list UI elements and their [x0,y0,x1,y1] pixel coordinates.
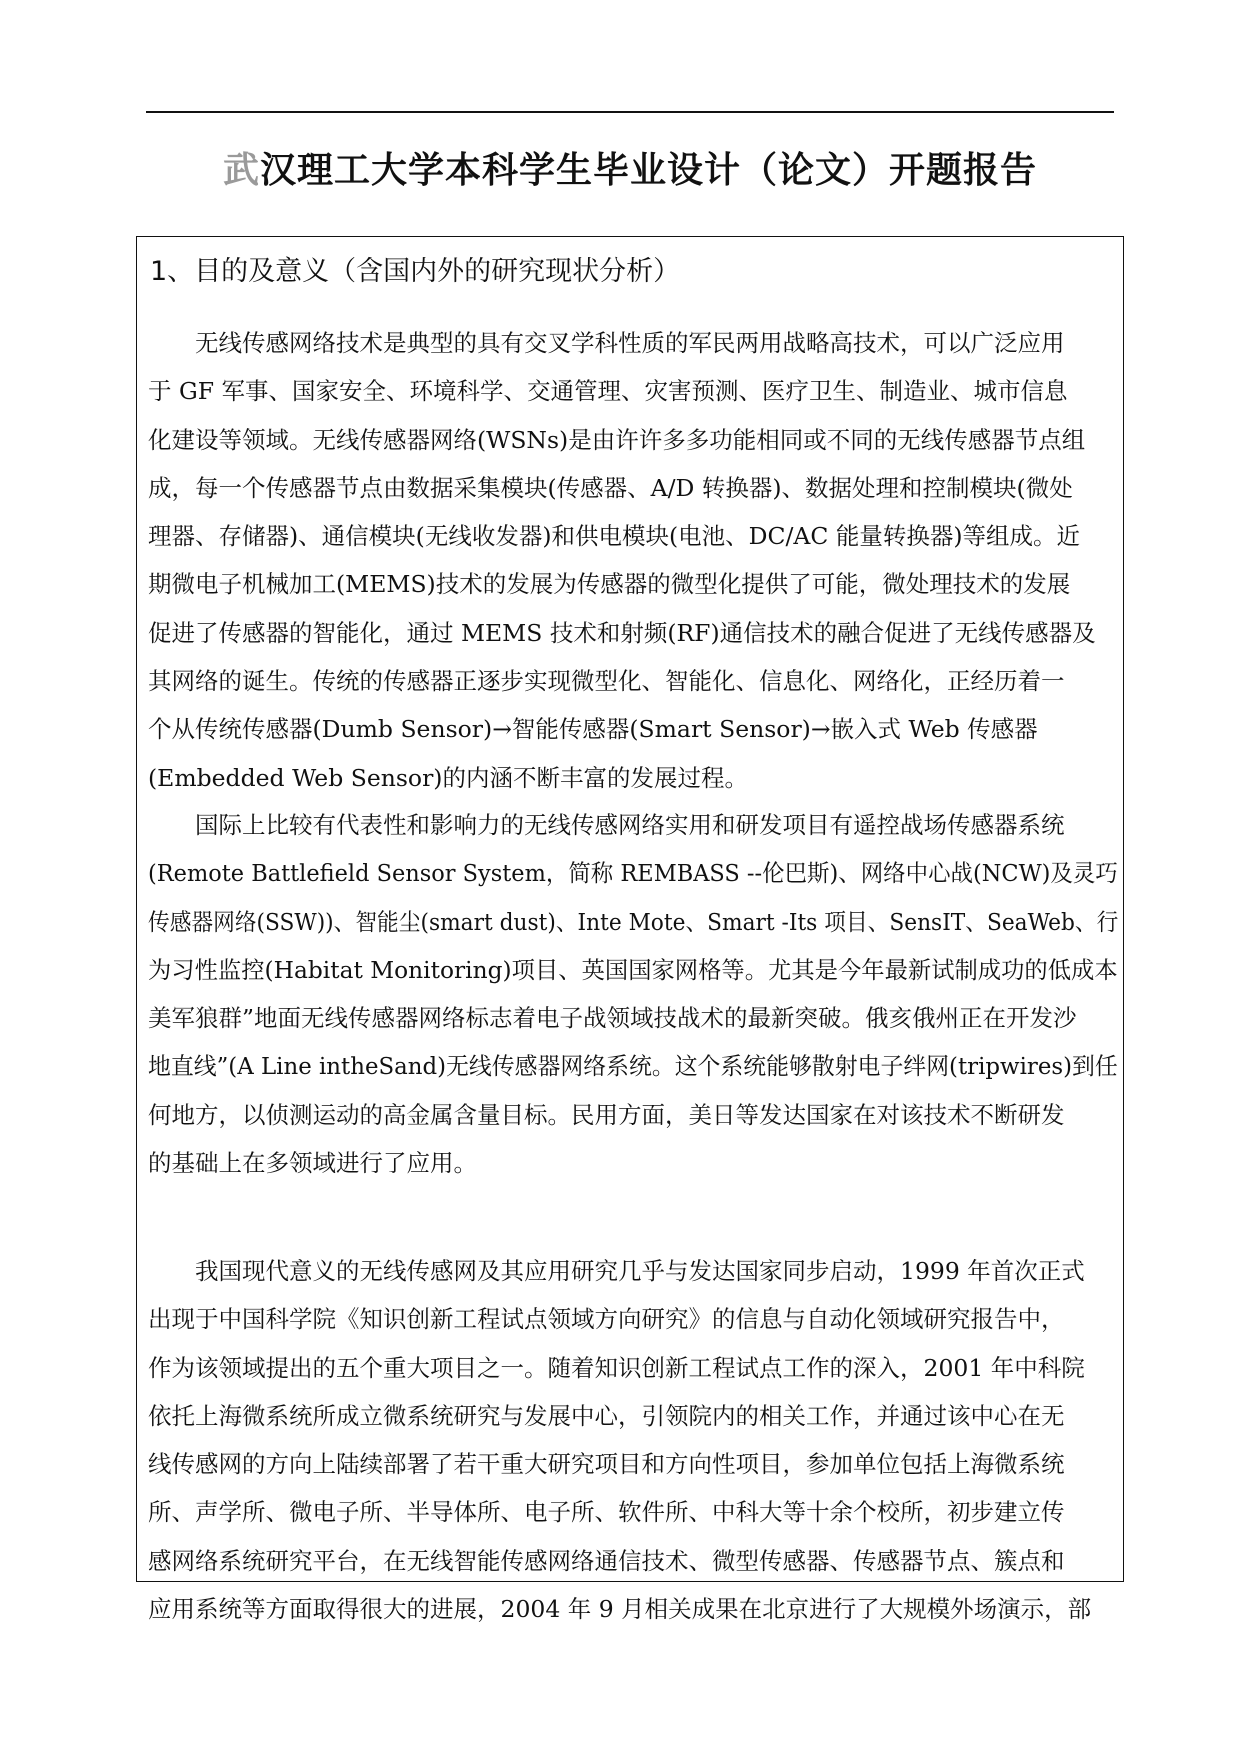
text-line: 应用系统等方面取得很大的进展，2004 年 9 月相关成果在北京进行了大规模外场演示，部 [148,1595,1092,1624]
paragraph-wsn-overview [148,319,1118,802]
text-line: 感网络系统研究平台，在无线智能传感网络通信技术、微型传感器、传感器节点、簇点和 [148,1546,1065,1575]
text-line: 成，每一个传感器节点由数据采集模块(传感器、A/D 转换器)、数据处理和控制模块(微处 [148,473,1073,502]
text-line: 我国现代意义的无线传感网及其应用研究几乎与发达国家同步启动，1999 年首次正式 [148,1257,1085,1285]
section-heading: 1、目的及意义（含国内外的研究现状分析） [150,256,681,287]
text-line: 其网络的诞生。传统的传感器正逐步实现微型化、智能化、信息化、网络化，正经历着一 [148,667,1065,696]
text-line: 化建设等领域。无线传感器网络(WSNs)是由许许多多功能相同或不同的无线传感器节点组 [148,425,1086,454]
text-line: (Embedded Web Sensor)的内涵不断丰富的发展过程。 [148,763,748,792]
text-line: 地直线”(A Line intheSand)无线传感器网络系统。这个系统能够散射电子绊网(tripwires)到任 [148,1052,1118,1081]
title-first-char: 武 [222,150,260,191]
text-line: 理器、存储器)、通信模块(无线收发器)和供电模块(电池、DC/AC 能量转换器)等组成。近 [148,522,1081,551]
text-line: (Remote Battlefield Sensor System，简称 REMBASS --伦巴斯)、网络中心战(NCW)及灵巧 [148,859,1118,888]
text-line: 依托上海微系统所成立微系统研究与发展中心，引领院内的相关工作，并通过该中心在无 [148,1401,1065,1430]
paragraph-international-projects [148,801,1118,1187]
text-line: 个从传统传感器(Dumb Sensor)→智能传感器(Smart Sensor)→嵌入式 Web 传感器 [148,715,1038,744]
text-line: 何地方，以侦测运动的高金属含量目标。民用方面，美日等发达国家在对该技术不断研发 [148,1100,1065,1129]
text-line: 为习性监控(Habitat Monitoring)项目、英国国家网格等。尤其是今年最新试制成功的低成本 [148,955,1118,984]
title-text: 汉理工大学本科学生毕业设计（论文）开题报告 [260,150,1038,191]
text-line: 作为该领域提出的五个重大项目之一。随着知识创新工程试点工作的深入，2001 年中科院 [148,1353,1085,1382]
header-rule [146,111,1114,113]
text-line: 国际上比较有代表性和影响力的无线传感网络实用和研发项目有遥控战场传感器系统 [148,811,1065,839]
text-line: 的基础上在多领域进行了应用。 [148,1149,477,1178]
report-section-box [136,236,1124,1624]
text-line: 美军狼群”地面无线传感器网络标志着电子战领域技战术的最新突破。俄亥俄州正在开发沙 [148,1004,1077,1033]
text-line: 于 GF 军事、国家安全、环境科学、交通管理、灾害预测、医疗卫生、制造业、城市信息 [148,377,1068,406]
text-line: 无线传感网络技术是典型的具有交叉学科性质的军民两用战略高技术，可以广泛应用 [148,329,1065,357]
text-line: 出现于中国科学院《知识创新工程试点领域方向研究》的信息与自动化领域研究报告中， [148,1305,1065,1334]
text-line: 期微电子机械加工(MEMS)技术的发展为传感器的微型化提供了可能，微处理技术的发展 [148,570,1071,599]
text-line: 所、声学所、微电子所、半导体所、电子所、软件所、中科大等十余个校所，初步建立传 [148,1498,1065,1527]
text-line: 线传感网的方向上陆续部署了若干重大研究项目和方向性项目，参加单位包括上海微系统 [148,1450,1065,1479]
text-line: 促进了传感器的智能化，通过 MEMS 技术和射频(RF)通信技术的融合促进了无线传感器及 [148,618,1096,647]
document-title [146,143,1114,199]
text-line: 传感器网络(SSW))、智能尘(smart dust)、Inte Mote、Smart -Its 项目、SensIT、SeaWeb、行 [148,907,1119,936]
paragraph-domestic-research [148,1247,1118,1633]
